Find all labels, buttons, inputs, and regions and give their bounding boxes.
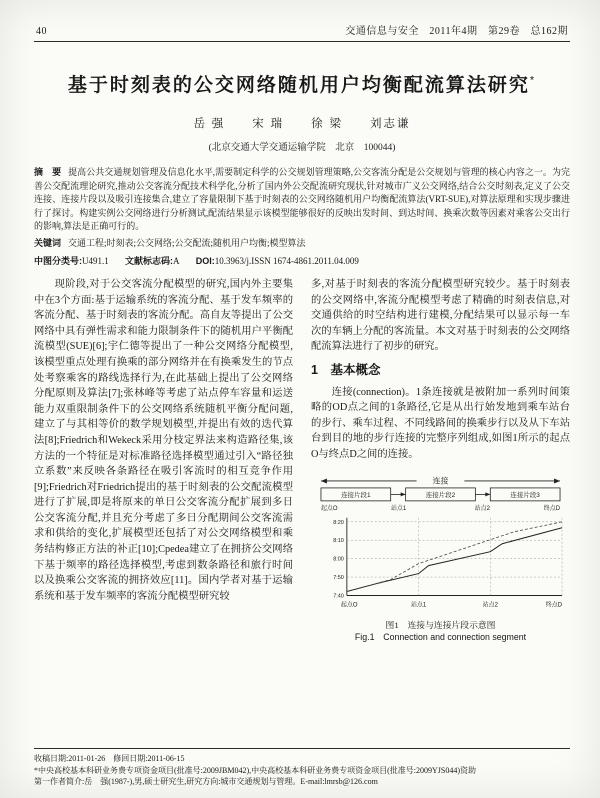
page-number: 40 [36,26,47,37]
connection-line-solid [347,527,562,591]
body-right-paragraph-2: 连接(connection)。1条连接就是被附加一系列时间策略的OD点之间的1条路径,它是从出行始发地到乘车站台的步行、乘车过程、不同线路间的换乘步行以及从下车站台到目的地的步行连接的完整序列组成,如图1所示的起点O与终点D之间的连接。 [311,386,570,460]
footnote-dates: 收稿日期:2011-01-26 修回日期:2011-06-15 [34,754,185,764]
node-label-stop2-top: 站点2 [474,505,490,512]
doc-code-segment [125,256,180,266]
figure-1-diagram [311,468,570,617]
segment-arrow-icon-1 [401,492,406,496]
abstract-text: 提高公共交通规划管理及信息化水平,需要制定科学的公交规划管理策略,公交客流分配是公交规划与管理的核心内容之一。为完善公交配流理论研究,推动公交客流分配技术科学化,分析了国内外公交配流研究现状,针对城市广义公交网络,结合公交时刻表,定义了公交连接、连接片段以及吸引连接集合,建立了容量限制下基于时刻表的公交网络随机用户均衡配流算法(VRT-SUE),对算法原理和实现步骤进行了探讨。构建实例公交网络进行分析测试,配流结果显示该模型能够很好的反映出发时间、到达时间、换乘次数等因素对乘客公交出行的影响,算法是正确可行的。 [34,167,570,232]
figure-1 [311,468,570,643]
node-label-stop2-axis: 站点2 [482,601,498,608]
node-label-stop1-top: 站点1 [391,505,407,512]
section-1-heading: 1 基本概念 [311,362,381,377]
doi-segment [196,256,359,266]
doc-code-value: A [173,255,180,266]
paper-title [34,70,570,97]
keywords-label: 关键词 [34,237,62,248]
body-columns [34,277,570,643]
node-label-origin-top: 起点O [320,505,338,512]
abstract-block [34,166,570,234]
doi-label: DOI: [195,255,215,266]
time-tick-4: 7:50 [333,574,344,581]
body-right-paragraph-1: 多,对基于时刻表的客流分配模型研究较少。基于时刻表的公交网络中,客流分配模型考虑了精确的时刻表信息,对交通供给的时空结构进行建模,分配结果可以显示每一车次的车辆上分配的客流量。本文对基于时刻表的公交网络配流算法进行了初步的研究。 [311,278,570,353]
time-tick-1: 8:20 [333,519,344,526]
connection-label: 连接 [432,475,449,485]
figure-1-caption-en: Fig.1 Connection and connection segment [354,631,527,642]
right-column [311,277,570,643]
footnote-author-bio: 第一作者简介:岳 强(1987-),男,硕士研究生,研究方向:城市交通规划与管理。E-mail:lmrsb@126.com [34,777,378,787]
classification-line [34,254,570,267]
segment-2-label: 连接片段2 [425,491,456,499]
journal-info: 交通信息与安全 2011年4期 第29卷 总162期 [345,26,568,37]
keywords-text: 交通工程;时刻表;公交网络;公交配流;随机用户均衡;模型算法 [68,237,306,248]
doi-value: 10.3963/j.ISSN 1674-4861.2011.04.009 [214,255,359,266]
clc-segment [34,256,109,266]
running-head [34,22,570,42]
figure-1-caption-cn: 图1 连接与连接片段示意图 [385,619,496,630]
node-label-dest-axis: 终点D [545,601,563,608]
body-left-paragraph: 现阶段,对于公交客流分配模型的研究,国内外主要集中在3个方面:基于运输系统的客流分配、基于发车频率的客流分配、基于时刻表的客流分配。高自友等提出了公交网络中具有弹性需求和能力限制条件下的随机用户平衡配流模型(SUE)[6];宇仁德等提出了一种公交网络分配模型,该模型重点处理有换乘的部分网络并在有换乘发生的节点处考察乘客的路线选择行为,在此基础上提出了公交网络分配原则及算法[7];张林峰等考虑了站点停车容量和运送能力双重限制条件下的公交网络系统随机平衡分配问题,建立了与其相等价的数学规划模型,并提出有效的迭代算法[8];Friedrich和Wekeck采用分枝定界法来构造路径集,该方法的一个特征是对标准路径选择模型通过引入“路径独立系数”来反映各条路径在吸引客流时的相互竞争作用[9];Friedrich对Friedrich提出的基于时刻表的公交配流模型进行了扩展,即是将原来的单日公交客流分配扩展到多日公交客流分配,并且充分考虑了多日分配期间公交客流需求和供给的变化,扩展模型还包括了对公交网络模型和乘务结构修正方法的补正[10];Cpedea建立了在拥挤公交网络下基于频率的路径选择模型,考虑到数条路径和旅行时间以及换乘公交客流的拥挤效应[11]。国内学者对基于运输系统和基于发车频率的客流分配模型研究较 [34,278,293,602]
arrow-left-icon [321,478,327,483]
node-label-stop1-axis: 站点1 [410,601,427,608]
figure-1-caption [311,619,570,643]
segment-3-label: 连接片段3 [510,491,540,499]
time-tick-2: 8:10 [333,537,344,544]
paper-title-text: 基于时刻表的公交网络随机用户均衡配流算法研究 [67,75,530,96]
authors: 岳 强 宋 瑞 徐 梁 刘志谦 [193,118,411,130]
abstract-label: 摘 要 [34,167,62,177]
node-label-dest-top: 终点D [543,505,561,512]
clc-value: U491.1 [82,255,109,266]
segment-arrow-icon-2 [485,492,490,496]
keywords-block [34,237,570,250]
affiliation: (北京交通大学交通运输学院 北京 100044) [208,143,396,153]
arrow-right-icon [554,478,560,483]
gridlines [347,517,562,595]
node-label-origin-axis: 起点O [340,601,358,608]
segment-1-label: 连接片段1 [341,491,371,499]
connection-line-dashed [347,521,562,591]
footnote-funding: *中央高校基本科研业务费专项资金项目(批准号:2009JBM042),中央高校基本科研业务费专项资金项目(批准号:2009YJS044)资助 [34,765,476,775]
clc-label: 中图分类号: [34,255,82,266]
time-tick-5: 7:40 [333,592,344,599]
doc-code-label: 文献标志码: [125,255,173,266]
title-footnote-asterisk: * [529,74,537,87]
footnotes [34,748,570,788]
time-tick-3: 8:00 [333,556,344,563]
left-column [34,277,293,643]
